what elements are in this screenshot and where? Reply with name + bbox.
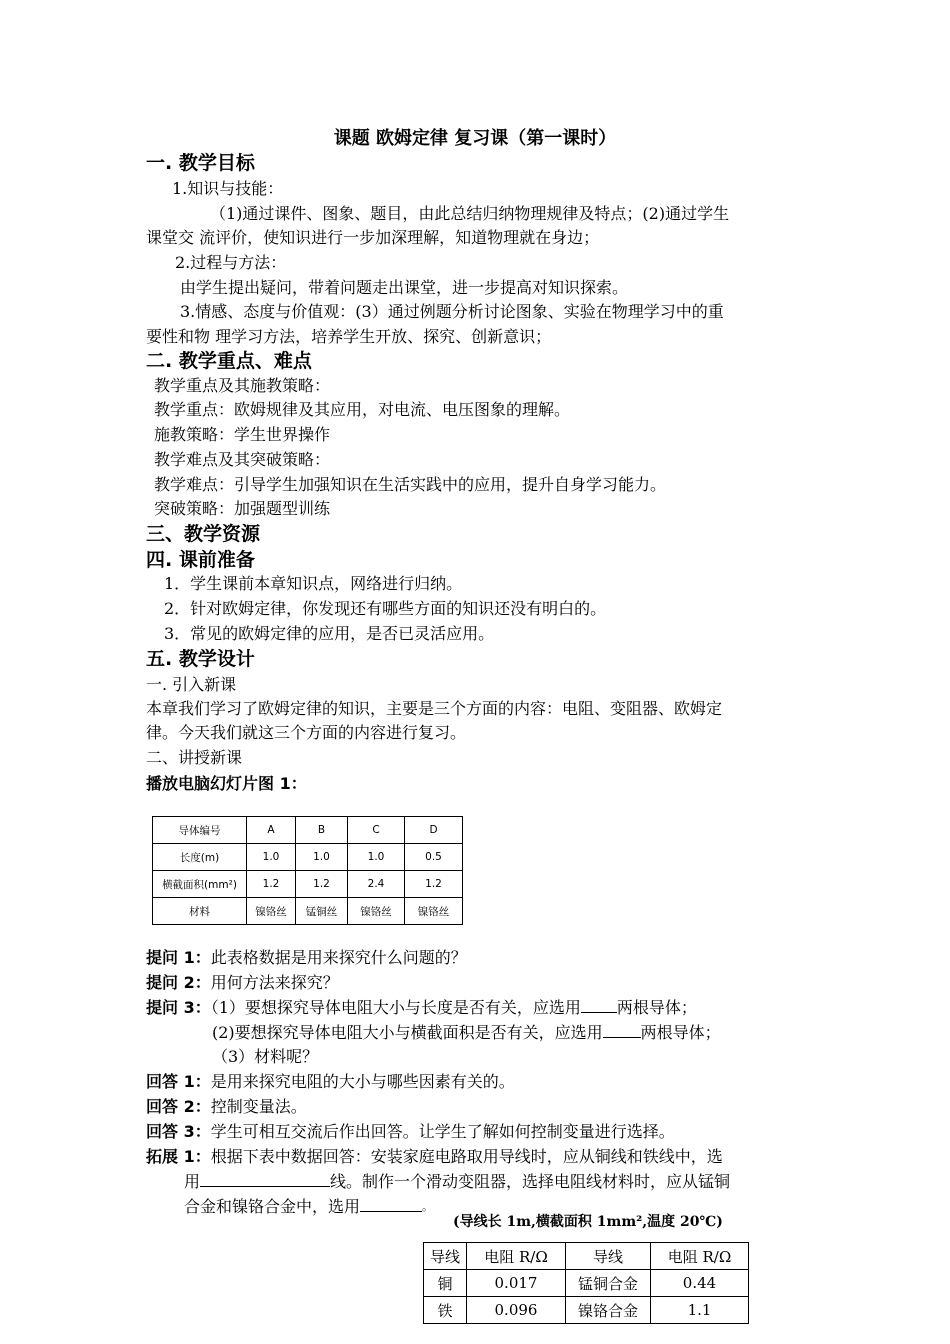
answer-text: 是用来探究电阻的大小与哪些因素有关的。 bbox=[210, 1072, 515, 1091]
text-line: 律。今天我们就这三个方面的内容进行复习。 bbox=[146, 723, 467, 742]
table-row bbox=[153, 844, 463, 871]
table-row bbox=[424, 1270, 749, 1297]
table-cell: 1.0 bbox=[348, 844, 405, 871]
table-cell: 锰铜合金 bbox=[566, 1270, 651, 1297]
question-text: （1）要想探究导体电阻大小与长度是否有关，应选用 bbox=[210, 998, 581, 1017]
table-cell: 1.1 bbox=[651, 1297, 749, 1324]
extension-text: 合金和镍铬合金中，选用 bbox=[184, 1197, 361, 1216]
table-cell: 镍铬丝 bbox=[348, 898, 405, 925]
text-line: 3.情感、态度与价值观：(3）通过例题分析讨论图象、实验在物理学习中的重 bbox=[180, 302, 724, 321]
table-cell: 镍铬丝 bbox=[247, 898, 296, 925]
text-line: 本章我们学习了欧姆定律的知识，主要是三个方面的内容：电阻、变阻器、欧姆定 bbox=[146, 699, 723, 718]
resistance-table-caption: (导线长 1m,横截面积 1mm²,温度 20℃) bbox=[453, 1214, 723, 1230]
table-cell: 0.44 bbox=[651, 1270, 749, 1297]
extension-text: 线。制作一个滑动变阻器，选择电阻线材料时，应从锰铜 bbox=[330, 1172, 731, 1191]
table-cell: 1.2 bbox=[296, 871, 348, 898]
table-row bbox=[424, 1297, 749, 1324]
text-line: 课堂交 流评价，使知识进行一步加深理解，知道物理就在身边； bbox=[146, 228, 600, 247]
question-label: 提问 2： bbox=[146, 973, 211, 992]
table-cell: 横截面积(mm²) bbox=[153, 871, 247, 898]
answer-text: 学生可相互交流后作出回答。让学生了解如何控制变量进行选择。 bbox=[210, 1122, 675, 1141]
table-cell: 1.2 bbox=[247, 871, 296, 898]
section-heading-preparation: 四. 课前准备 bbox=[146, 549, 255, 571]
text-line: 教学重点及其施教策略： bbox=[154, 376, 331, 395]
text-line: 播放电脑幻灯片图 1： bbox=[146, 774, 307, 793]
question-3c: （3）材料呢？ bbox=[212, 1047, 319, 1066]
answer-2 bbox=[146, 1095, 307, 1119]
answer-label: 回答 3： bbox=[146, 1122, 211, 1141]
text-line: 施教策略：学生世界操作 bbox=[154, 425, 331, 444]
resistance-table bbox=[423, 1242, 749, 1324]
section-heading-resources: 三、教学资源 bbox=[146, 523, 261, 545]
question-label: 提问 3： bbox=[146, 998, 211, 1017]
table-cell: 材料 bbox=[153, 898, 247, 925]
table-cell: 铁 bbox=[424, 1297, 467, 1324]
section-heading-design: 五. 教学设计 bbox=[146, 648, 255, 670]
extension-1-line2 bbox=[184, 1170, 730, 1194]
text-line: 2.过程与方法： bbox=[175, 253, 287, 272]
text-line: 1.知识与技能： bbox=[172, 179, 284, 198]
section-heading-key-points: 二. 教学重点、难点 bbox=[146, 350, 312, 372]
answer-label: 回答 1： bbox=[146, 1072, 211, 1091]
text-line: 二、讲授新课 bbox=[146, 748, 243, 767]
question-3 bbox=[146, 996, 697, 1020]
extension-label: 拓展 1： bbox=[146, 1147, 211, 1166]
text-line: 1．学生课前本章知识点，网络进行归纳。 bbox=[164, 574, 463, 593]
table-cell: 1.0 bbox=[247, 844, 296, 871]
table-cell: 导线 bbox=[424, 1243, 467, 1270]
table-cell: 1.2 bbox=[405, 871, 463, 898]
answer-blank bbox=[581, 996, 617, 1013]
text-line: 教学重点：欧姆规律及其应用，对电流、电压图象的理解。 bbox=[154, 400, 571, 419]
table-row bbox=[153, 817, 463, 844]
text-line: （1)通过课件、图象、题目，由此总结归纳物理规律及特点；(2)通过学生 bbox=[210, 204, 730, 223]
table-cell: 镍铬合金 bbox=[566, 1297, 651, 1324]
text-line: 3．常见的欧姆定律的应用，是否已灵活应用。 bbox=[164, 624, 495, 643]
table-cell: 铜 bbox=[424, 1270, 467, 1297]
answer-label: 回答 2： bbox=[146, 1097, 211, 1116]
question-1 bbox=[146, 946, 467, 970]
table-cell: C bbox=[348, 817, 405, 844]
text-line: 由学生提出疑问，带着问题走出课堂，进一步提高对知识探索。 bbox=[180, 278, 629, 297]
question-label: 提问 1： bbox=[146, 948, 211, 967]
question-text: 两根导体； bbox=[640, 1023, 721, 1042]
answer-blank bbox=[200, 1170, 330, 1187]
table-cell: 0.017 bbox=[467, 1270, 566, 1297]
answer-blank bbox=[360, 1195, 422, 1212]
table-row bbox=[424, 1243, 749, 1270]
table-cell: 导线 bbox=[566, 1243, 651, 1270]
question-text: (2)要想探究导体电阻大小与横截面积是否有关，应选用 bbox=[212, 1023, 603, 1042]
section-heading-objectives: 一. 教学目标 bbox=[146, 152, 255, 174]
answer-blank bbox=[603, 1021, 641, 1038]
table-cell: 锰铜丝 bbox=[296, 898, 348, 925]
table-cell: 0.096 bbox=[467, 1297, 566, 1324]
text-line: 教学难点：引导学生加强知识在生活实践中的应用，提升自身学习能力。 bbox=[154, 475, 667, 494]
table-cell: 镍铬丝 bbox=[405, 898, 463, 925]
text-line: 2．针对欧姆定律，你发现还有哪些方面的知识还没有明白的。 bbox=[164, 599, 607, 618]
text-line: 要性和物 理学习方法，培养学生开放、探究、创新意识； bbox=[146, 327, 552, 346]
answer-1 bbox=[146, 1070, 515, 1094]
text-line: 突破策略：加强题型训练 bbox=[154, 499, 331, 518]
table-cell: 电阻 R/Ω bbox=[651, 1243, 749, 1270]
extension-1-line3 bbox=[184, 1195, 433, 1219]
extension-text: 。 bbox=[422, 1200, 434, 1213]
table-cell: A bbox=[247, 817, 296, 844]
question-2 bbox=[146, 971, 339, 995]
question-text: 用何方法来探究？ bbox=[210, 973, 339, 992]
table-cell: B bbox=[296, 817, 348, 844]
table-cell: 长度(m) bbox=[153, 844, 247, 871]
table-cell: D bbox=[405, 817, 463, 844]
conductor-table bbox=[152, 816, 463, 925]
extension-1 bbox=[146, 1145, 723, 1169]
extension-text: 用 bbox=[184, 1172, 201, 1191]
text-line: 一. 引入新课 bbox=[146, 675, 237, 694]
document-title: 课题 欧姆定律 复习课（第一课时） bbox=[333, 128, 617, 149]
table-cell: 1.0 bbox=[296, 844, 348, 871]
table-row bbox=[153, 871, 463, 898]
text-line: 教学难点及其突破策略： bbox=[154, 450, 331, 469]
answer-text: 控制变量法。 bbox=[210, 1097, 307, 1116]
extension-text: 根据下表中数据回答：安装家庭电路取用导线时，应从铜线和铁线中，选 bbox=[210, 1147, 723, 1166]
table-cell: 电阻 R/Ω bbox=[467, 1243, 566, 1270]
table-row bbox=[153, 898, 463, 925]
table-cell: 0.5 bbox=[405, 844, 463, 871]
answer-3 bbox=[146, 1120, 675, 1144]
question-text: 此表格数据是用来探究什么问题的？ bbox=[210, 948, 467, 967]
table-cell: 导体编号 bbox=[153, 817, 247, 844]
question-3b bbox=[212, 1021, 721, 1045]
question-text: 两根导体； bbox=[616, 998, 697, 1017]
table-cell: 2.4 bbox=[348, 871, 405, 898]
